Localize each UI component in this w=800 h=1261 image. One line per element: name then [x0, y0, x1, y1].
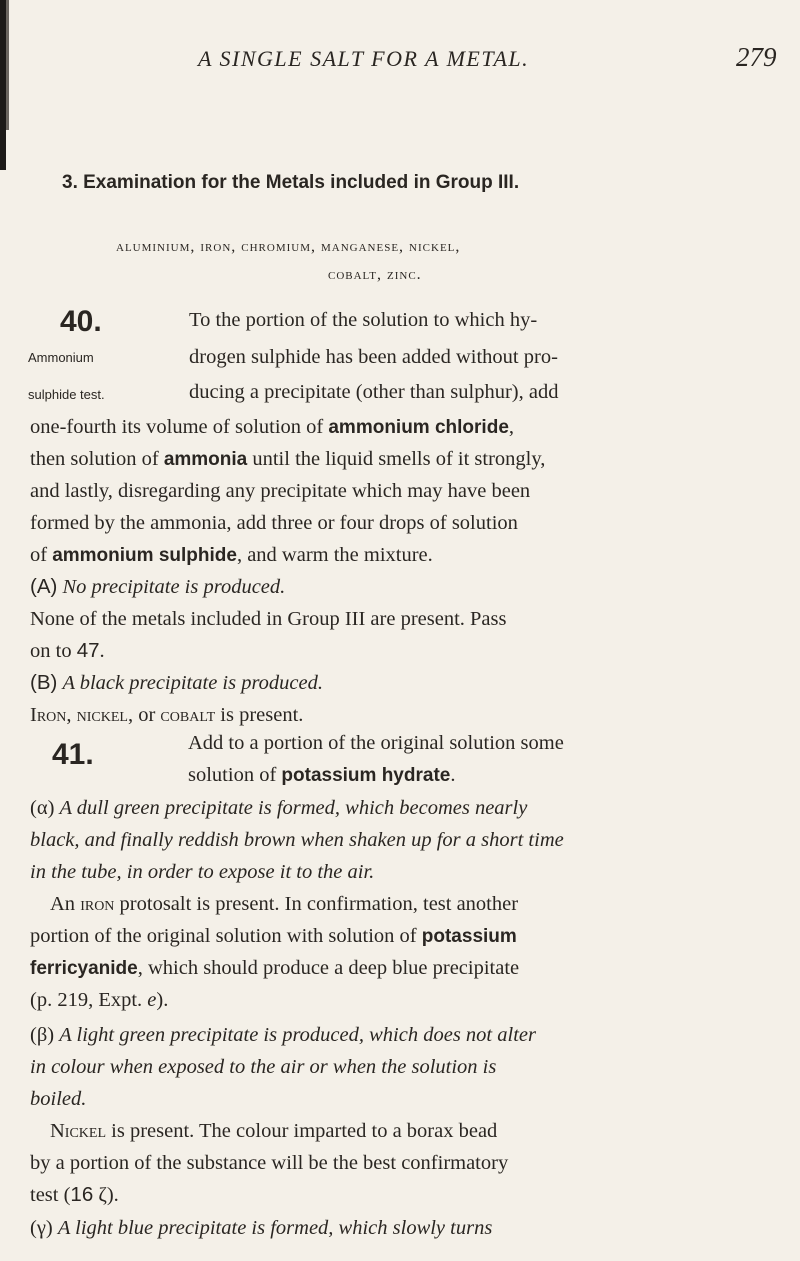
- page-number: 279: [736, 42, 777, 72]
- beta-line1: [30, 1020, 536, 1050]
- text: is present.: [215, 704, 304, 726]
- case-label: (A): [30, 575, 58, 598]
- alpha-line1: [30, 793, 527, 823]
- case-a-line2: [30, 636, 105, 666]
- text: solution of: [188, 764, 282, 786]
- metal-nickel: nickel: [76, 704, 128, 726]
- page-header: [0, 42, 800, 86]
- metal-nickel: Nickel: [50, 1120, 107, 1142]
- running-title: A SINGLE SALT FOR A METAL.: [198, 46, 530, 71]
- alpha-text1: [50, 889, 518, 919]
- case-a-heading: [30, 572, 285, 602]
- text: .: [450, 764, 456, 786]
- reagent-ammonia: ammonia: [163, 449, 248, 470]
- text: then solution of: [30, 448, 164, 470]
- metal-cobalt: cobalt: [160, 704, 216, 726]
- section-reference: 16: [70, 1183, 94, 1206]
- case-b-heading: [30, 668, 323, 698]
- reagent-potassium: potassium: [421, 926, 517, 947]
- alpha-text2: [30, 921, 517, 952]
- case-label: (B): [30, 671, 58, 694]
- sec40-line2: drogen sulphide has been added without pro-: [189, 346, 558, 368]
- case-a-line1: None of the metals included in Group III are present. Pass: [30, 608, 507, 630]
- case-b-line1: [30, 700, 303, 730]
- case-label: (β): [30, 1024, 55, 1046]
- reagent-ammonium-chloride: ammonium chloride: [328, 417, 509, 438]
- sec40-line3: ducing a precipitate (other than sulphur), add: [189, 381, 559, 403]
- text: ,: [66, 704, 77, 726]
- alpha-line2: black, and finally reddish brown when shaken up for a short time: [30, 829, 564, 851]
- case-label: (α): [30, 797, 55, 819]
- sec41-line1: Add to a portion of the original solution some: [188, 732, 564, 754]
- case-label: (γ): [30, 1217, 53, 1239]
- case-title: No precipitate is produced.: [62, 576, 286, 598]
- beta-text2: by a portion of the substance will be the best confirmatory: [30, 1152, 509, 1174]
- case-title: A black precipitate is produced.: [62, 672, 324, 694]
- text: protosalt is present. In confirmation, test another: [114, 893, 519, 915]
- text: (p. 219, Expt.: [30, 989, 148, 1011]
- metal-iron: iron: [80, 893, 115, 915]
- sec40-line7: formed by the ammonia, add three or four drops of solution: [30, 512, 518, 534]
- reagent-ferricyanide: ferricyanide: [30, 958, 138, 979]
- alpha-text4: [30, 985, 168, 1015]
- text: on to: [30, 640, 77, 662]
- section-number-40: 40.: [60, 305, 102, 338]
- section-reference: 47: [76, 639, 100, 662]
- text: An: [50, 893, 81, 915]
- beta-text3: [30, 1180, 119, 1210]
- metal-iron: Iron: [30, 704, 67, 726]
- text: ζ).: [93, 1184, 119, 1206]
- section-heading: 3. Examination for the Metals included in Group III.: [62, 172, 520, 193]
- gamma-line1: [30, 1213, 492, 1243]
- case-title: A light blue precipitate is formed, which slowly turns: [57, 1217, 493, 1239]
- text: of: [30, 544, 53, 566]
- text: , or: [127, 704, 161, 726]
- sec40-line6: and lastly, disregarding any precipitate which may have been: [30, 480, 531, 502]
- section-number-41: 41.: [52, 738, 94, 771]
- beta-line2: in colour when exposed to the air or when the solution is: [30, 1056, 497, 1078]
- text: ,: [508, 416, 515, 438]
- beta-text1: [50, 1116, 497, 1146]
- sec40-line4: [30, 412, 514, 443]
- reagent-ammonium-sulphide: ammonium sulphide: [52, 545, 237, 566]
- sec40-line1: To the portion of the solution to which hy-: [189, 309, 538, 331]
- alpha-text3: [30, 953, 519, 984]
- sec41-line2: [188, 760, 455, 791]
- beta-line3: boiled.: [30, 1088, 87, 1110]
- side-note-sulphide-test: sulphide test.: [28, 387, 105, 402]
- text: one-fourth its volume of solution of: [30, 416, 329, 438]
- reagent-potassium-hydrate: potassium hydrate: [281, 765, 451, 786]
- text: ).: [156, 989, 169, 1011]
- alpha-line3: in the tube, in order to expose it to the air.: [30, 861, 375, 883]
- side-note-ammonium: Ammonium: [28, 350, 94, 365]
- sec40-line5: [30, 444, 545, 475]
- text: until the liquid smells of it strongly,: [247, 448, 546, 470]
- text: portion of the original solution with solution of: [30, 925, 422, 947]
- case-title: A light green precipitate is produced, which does not alter: [59, 1024, 536, 1046]
- text: , and warm the mixture.: [236, 544, 433, 566]
- case-title: A dull green precipitate is formed, which becomes nearly: [59, 797, 528, 819]
- text: .: [99, 640, 105, 662]
- text: is present. The colour imparted to a borax bead: [106, 1120, 498, 1142]
- metals-list-line2: cobalt, zinc.: [328, 266, 422, 283]
- metals-list-line1: aluminium, iron, chromium, manganese, nickel,: [116, 238, 461, 255]
- text: , which should produce a deep blue precipitate: [137, 957, 520, 979]
- sec40-line8: [30, 540, 433, 571]
- experiment-letter: e: [147, 989, 157, 1011]
- text: test (: [30, 1184, 71, 1206]
